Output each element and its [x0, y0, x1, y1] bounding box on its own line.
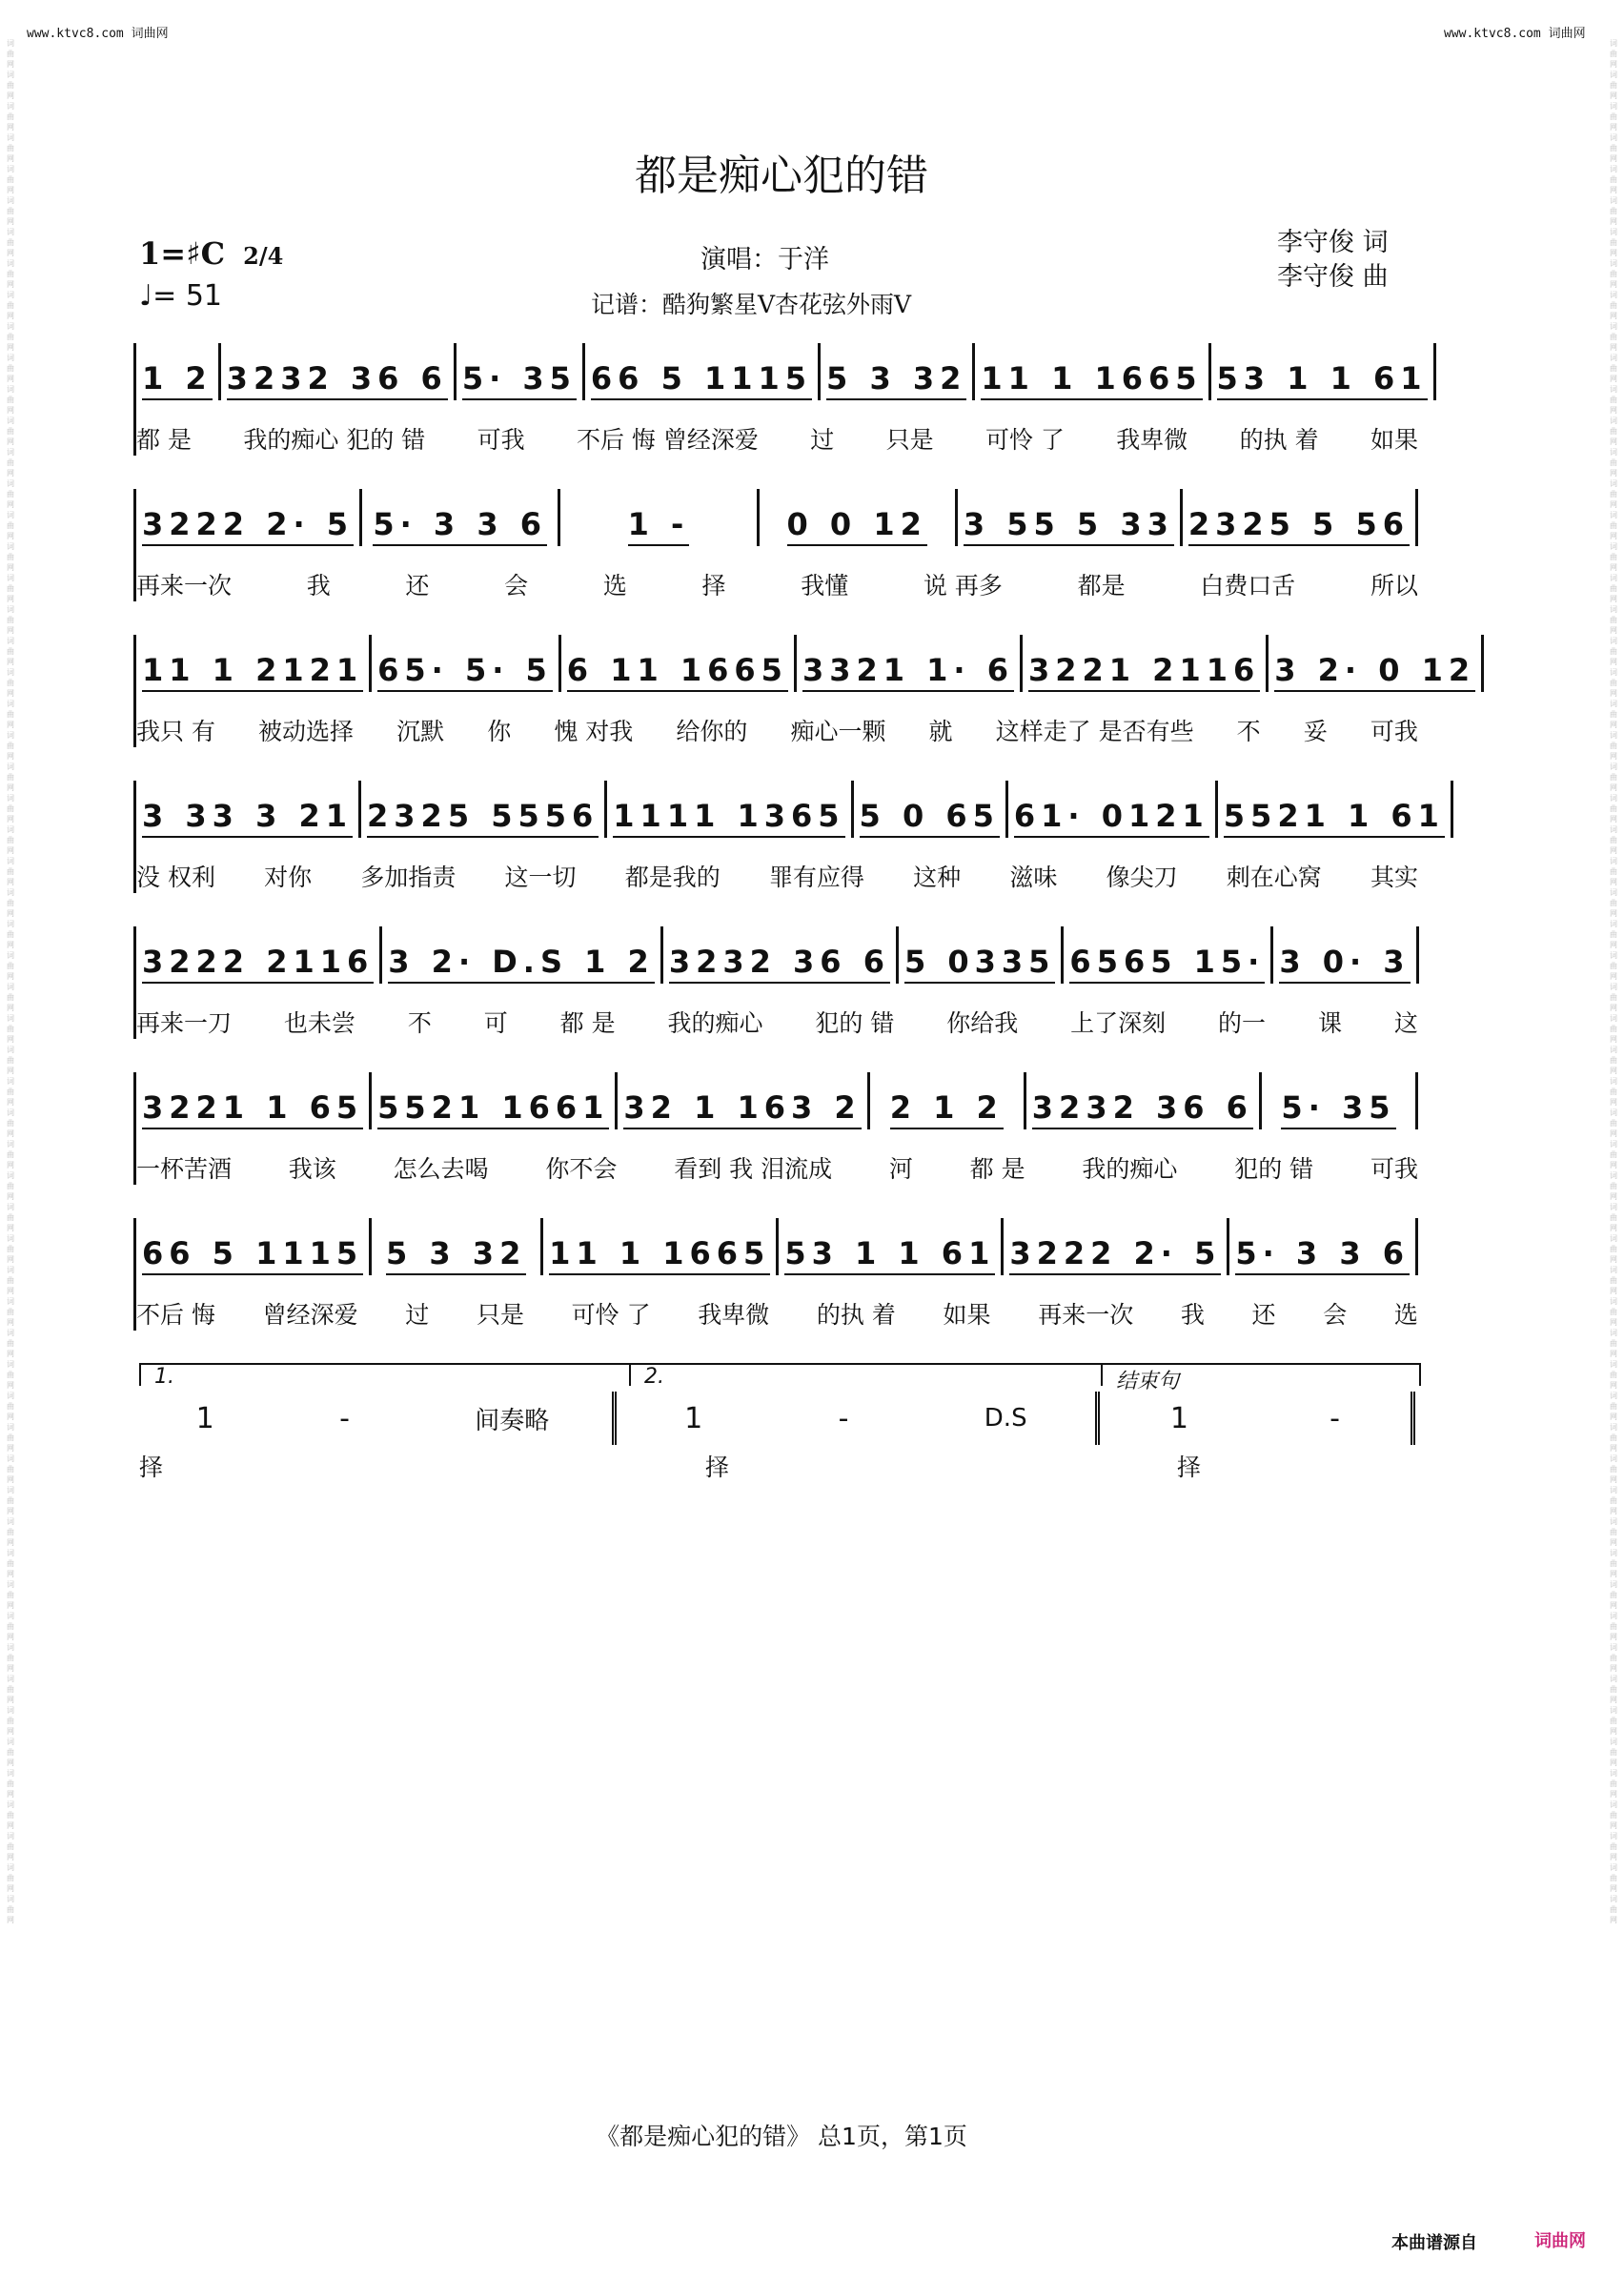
score-row — [133, 1072, 1418, 1185]
measure — [958, 489, 1183, 546]
note-group: 1 2 — [142, 360, 213, 400]
note-group: 65· 5· 5 — [377, 652, 553, 692]
note-group: 32 1 163 2 — [623, 1089, 861, 1129]
note-group: 5· 35 — [462, 360, 577, 400]
volta-second: 2. — [629, 1363, 1106, 1386]
note-group: 3 0· 3 — [1279, 944, 1410, 984]
lyric-fragment: 都 是 — [136, 426, 192, 454]
lyric-fragment: 一杯苦酒 — [136, 1155, 233, 1183]
lyric-fragment: 我的痴心 — [1082, 1155, 1178, 1183]
notes-line — [136, 343, 1428, 400]
lyric-fragment: 可 — [483, 1009, 508, 1037]
lyric-fragment: 不 — [407, 1009, 432, 1037]
singer-credit: 演唱：于洋 — [700, 245, 829, 274]
site-url-right: www.ktvc8.com 词曲网 — [1444, 27, 1586, 41]
lyric-fragment: 可我 — [477, 426, 525, 454]
lyric-fragment: 过 — [810, 426, 835, 454]
lyric-fragment: 我懂 — [801, 572, 849, 600]
notes-line — [136, 1218, 1418, 1275]
note-group: 3222 2· 5 — [1009, 1235, 1221, 1275]
lyric-fragment: 选 — [1393, 1301, 1418, 1329]
measure — [1262, 1072, 1418, 1129]
ending-dash: - — [838, 1401, 849, 1435]
lyric-fragment: 我的痴心 犯的 错 — [243, 426, 426, 454]
key-signature — [139, 235, 283, 272]
lyrics-line — [136, 859, 1418, 893]
measure — [854, 781, 1008, 838]
lyric-fragment: 我的痴心 — [667, 1009, 763, 1037]
lyric-fragment: 会 — [504, 572, 529, 600]
lyric-fragment: 对你 — [264, 864, 313, 891]
lyric-fragment: 所以 — [1370, 572, 1418, 600]
measure — [607, 781, 853, 838]
lyric-fragment: 没 权利 — [136, 864, 215, 891]
lyric-fragment: 会 — [1323, 1301, 1348, 1329]
tempo-mark: ♩= 51 — [139, 279, 222, 313]
lyric-fragment: 不 — [1236, 718, 1261, 745]
lyric-fragment: 河 — [888, 1155, 913, 1183]
lyric-fragment: 痴心一颗 — [790, 718, 886, 745]
transcriber-credit: 记谱：酷狗繁星V杏花弦外雨V — [591, 291, 912, 318]
lyric-fragment: 我卑微 — [1116, 426, 1188, 454]
measure — [975, 343, 1210, 400]
interlude-note: 间奏略 — [475, 1406, 550, 1435]
lyric-fragment: 的执 着 — [1239, 426, 1319, 454]
note-group: 5· 35 — [1281, 1089, 1395, 1129]
lyrics-line — [136, 713, 1418, 747]
notes-line — [136, 926, 1418, 984]
lyric-fragment: 再来一次 — [1038, 1301, 1134, 1329]
note-group: 3321 1· 6 — [802, 652, 1014, 692]
lyric-fragment: 只是 — [476, 1301, 524, 1329]
measure — [585, 343, 821, 400]
measure — [136, 343, 221, 400]
measure — [1229, 1218, 1418, 1275]
song-title: 都是痴心犯的错 — [635, 152, 928, 200]
lyric-fragment: 你给我 — [946, 1009, 1019, 1037]
lyric-fragment: 沉默 — [396, 718, 445, 745]
lyric-fragment: 这 — [1393, 1009, 1418, 1037]
lyric-fragment: 给你的 — [676, 718, 748, 745]
note-group: 11 1 2121 — [142, 652, 363, 692]
measure — [560, 489, 759, 546]
measure — [543, 1218, 779, 1275]
lyric-fragment: 的一 — [1218, 1009, 1267, 1037]
lyric-fragment: 滋味 — [1009, 864, 1058, 891]
lyric-fragment: 如果 — [943, 1301, 991, 1329]
lyrics-line — [136, 1150, 1418, 1185]
lyric-fragment: 你不会 — [545, 1155, 618, 1183]
lyric-fragment: 可怜 了 — [571, 1301, 651, 1329]
ending-lyric-1: 择 — [139, 1454, 164, 1481]
ending-measure-3 — [1100, 1392, 1415, 1445]
ending-note: 1 — [684, 1401, 703, 1435]
note-group: 2325 5 56 — [1188, 506, 1410, 546]
measure — [1218, 781, 1453, 838]
lyric-fragment: 怎么去喝 — [393, 1155, 489, 1183]
measure — [362, 489, 560, 546]
ending-lyric-3: 择 — [1177, 1454, 1202, 1481]
lyric-fragment: 还 — [1251, 1301, 1276, 1329]
lyric-fragment: 多加指责 — [360, 864, 457, 891]
notes-line — [136, 781, 1445, 838]
ending-note: 1 — [195, 1401, 214, 1435]
measure — [797, 635, 1023, 692]
notes-line — [136, 635, 1476, 692]
lyric-fragment: 选 — [602, 572, 627, 600]
lyricist-credit: 李守俊 词 — [1277, 228, 1389, 257]
note-group: 3232 36 6 — [1032, 1089, 1253, 1129]
lyric-fragment: 再来一刀 — [136, 1009, 233, 1037]
lyric-fragment: 再来一次 — [136, 572, 233, 600]
note-group: 5 3 32 — [826, 360, 966, 400]
lyric-fragment: 择 — [701, 572, 726, 600]
measure — [361, 781, 607, 838]
lyric-fragment: 过 — [405, 1301, 430, 1329]
ending-row — [133, 1392, 1415, 1445]
note-group: 5 0 65 — [860, 798, 1000, 838]
lyric-fragment: 我卑微 — [698, 1301, 770, 1329]
measure — [663, 926, 899, 984]
measure — [457, 343, 585, 400]
lyric-fragment: 上了深刻 — [1070, 1009, 1167, 1037]
note-group: 1111 1365 — [613, 798, 844, 838]
side-watermark-right: 词曲网词曲网词曲网词曲网词曲网词曲网词曲网词曲网词曲网词曲网词曲网词曲网词曲网词曲网词曲网词曲网词曲网词曲网词曲网词曲网词曲网词曲网词曲网词曲网词曲网词曲网词曲网词曲网词曲网词曲网词曲网词曲网词曲网词曲网词曲网词曲网词曲网词曲网词曲网词曲网词曲网词曲网词曲网词曲网词曲网词曲网词曲网词曲网词曲网词曲网词曲网词曲网词曲网词曲网词曲网词曲网词曲网词曲网词曲网词曲网 — [1610, 39, 1617, 1924]
note-group: 3 2· 0 12 — [1274, 652, 1475, 692]
lyrics-line — [136, 421, 1418, 456]
measure — [136, 1072, 372, 1129]
lyric-fragment: 都 是 — [969, 1155, 1025, 1183]
source-label: 本曲谱源自 — [1391, 2233, 1477, 2253]
notes-line — [136, 1072, 1418, 1129]
measure — [136, 1218, 372, 1275]
measure — [1269, 635, 1484, 692]
measure — [1064, 926, 1273, 984]
ending-dash: - — [1330, 1401, 1340, 1435]
key-label: 1=♯C — [139, 235, 226, 272]
note-group: 2325 5556 — [367, 798, 599, 838]
note-group: 5· 3 3 6 — [373, 506, 547, 546]
note-group: 53 1 1 61 — [784, 1235, 995, 1275]
note-group: 66 5 1115 — [142, 1235, 363, 1275]
measure — [870, 1072, 1026, 1129]
site-url-left: www.ktvc8.com 词曲网 — [27, 27, 169, 41]
measure — [136, 635, 372, 692]
lyric-fragment: 如果 — [1370, 426, 1418, 454]
measure — [221, 343, 457, 400]
lyric-fragment: 像尖刀 — [1106, 864, 1178, 891]
measure — [382, 926, 663, 984]
note-group: 11 1 1665 — [981, 360, 1202, 400]
lyrics-line — [136, 567, 1418, 601]
lyrics-line — [136, 1005, 1418, 1039]
measure — [1273, 926, 1418, 984]
note-group: 3222 2116 — [142, 944, 374, 984]
note-group: 0 0 12 — [787, 506, 927, 546]
note-group: 3 2· D.S 1 2 — [388, 944, 655, 984]
measure — [760, 489, 958, 546]
score-row — [133, 781, 1445, 893]
ending-lyric-2: 择 — [705, 1454, 730, 1481]
score-row — [133, 343, 1428, 456]
ending-measure-1 — [133, 1392, 617, 1445]
lyric-fragment: 愧 对我 — [554, 718, 634, 745]
measure — [372, 635, 561, 692]
measure — [136, 781, 361, 838]
time-signature: 2/4 — [243, 242, 284, 270]
score-row — [133, 926, 1418, 1039]
score-row — [133, 635, 1476, 747]
lyric-fragment: 妥 — [1303, 718, 1328, 745]
lyric-fragment: 不后 悔 曾经深爱 — [576, 426, 759, 454]
lyric-fragment: 我该 — [288, 1155, 336, 1183]
measure — [1026, 1072, 1262, 1129]
lyric-fragment: 说 再多 — [923, 572, 1003, 600]
note-group: 5 0335 — [904, 944, 1055, 984]
note-group: 66 5 1115 — [591, 360, 812, 400]
note-group: 3222 2· 5 — [142, 506, 354, 546]
note-group: 5 3 32 — [386, 1235, 526, 1275]
measure — [561, 635, 797, 692]
ending-dash: - — [339, 1401, 350, 1435]
lyric-fragment: 我 — [1180, 1301, 1205, 1329]
measure — [1023, 635, 1269, 692]
measure — [1004, 1218, 1229, 1275]
note-group: 3232 36 6 — [227, 360, 448, 400]
lyric-fragment: 还 — [405, 572, 430, 600]
lyric-fragment: 不后 悔 — [136, 1301, 215, 1329]
note-group: 5521 1661 — [377, 1089, 609, 1129]
measure — [1211, 343, 1436, 400]
note-group: 3232 36 6 — [669, 944, 890, 984]
note-group: 3 55 5 33 — [964, 506, 1174, 546]
measure — [136, 926, 382, 984]
lyric-fragment: 课 — [1317, 1009, 1342, 1037]
measure — [1183, 489, 1418, 546]
lyric-fragment: 犯的 错 — [815, 1009, 895, 1037]
note-group: 3221 1 65 — [142, 1089, 363, 1129]
lyric-fragment: 可怜 了 — [985, 426, 1065, 454]
lyric-fragment: 都是 — [1077, 572, 1126, 600]
measure — [779, 1218, 1004, 1275]
volta-first: 1. — [139, 1363, 636, 1386]
side-watermark-left: 词曲网词曲网词曲网词曲网词曲网词曲网词曲网词曲网词曲网词曲网词曲网词曲网词曲网词曲网词曲网词曲网词曲网词曲网词曲网词曲网词曲网词曲网词曲网词曲网词曲网词曲网词曲网词曲网词曲网词曲网词曲网词曲网词曲网词曲网词曲网词曲网词曲网词曲网词曲网词曲网词曲网词曲网词曲网词曲网词曲网词曲网词曲网词曲网词曲网词曲网词曲网词曲网词曲网词曲网词曲网词曲网词曲网词曲网词曲网词曲网 — [7, 39, 14, 1924]
measure — [618, 1072, 869, 1129]
measure — [1008, 781, 1218, 838]
note-group: 3 33 3 21 — [142, 798, 353, 838]
measure — [136, 489, 362, 546]
lyric-fragment: 白费口舌 — [1200, 572, 1296, 600]
note-group: 3221 2116 — [1028, 652, 1260, 692]
note-group: 5· 3 3 6 — [1235, 1235, 1410, 1275]
page-footer: 《都是痴心犯的错》 总1页，第1页 — [596, 2123, 967, 2150]
lyric-fragment: 也未尝 — [283, 1009, 355, 1037]
note-group: 11 1 1665 — [549, 1235, 770, 1275]
lyrics-line — [136, 1296, 1418, 1331]
lyric-fragment: 都 是 — [559, 1009, 616, 1037]
ending-measure-2 — [617, 1392, 1100, 1445]
lyric-fragment: 看到 我 泪流成 — [674, 1155, 833, 1183]
lyric-fragment: 我只 有 — [136, 718, 215, 745]
note-group: 61· 0121 — [1014, 798, 1209, 838]
measure — [899, 926, 1064, 984]
note-group: 6565 15· — [1069, 944, 1265, 984]
lyric-fragment: 刺在心窝 — [1226, 864, 1322, 891]
lyric-fragment: 我 — [306, 572, 331, 600]
lyric-fragment: 的执 着 — [816, 1301, 896, 1329]
lyric-fragment: 你 — [487, 718, 512, 745]
ds-mark: D.S — [984, 1404, 1027, 1433]
measure — [372, 1218, 543, 1275]
composer-credit: 李守俊 曲 — [1277, 262, 1389, 292]
lyric-fragment: 只是 — [885, 426, 934, 454]
notes-line — [136, 489, 1418, 546]
lyric-fragment: 都是我的 — [624, 864, 721, 891]
lyric-fragment: 这一切 — [504, 864, 577, 891]
lyric-fragment: 就 — [928, 718, 953, 745]
lyric-fragment: 可我 — [1370, 718, 1418, 745]
volta-ending: 结束句 — [1101, 1363, 1421, 1386]
lyric-fragment: 这种 — [913, 864, 962, 891]
brand-link[interactable]: 词曲网 — [1534, 2231, 1586, 2251]
lyric-fragment: 这样走了 是否有些 — [995, 718, 1194, 745]
lyric-fragment: 其实 — [1370, 864, 1418, 891]
ending-note: 1 — [1169, 1401, 1188, 1435]
note-group: 6 11 1665 — [567, 652, 788, 692]
lyric-fragment: 犯的 错 — [1234, 1155, 1314, 1183]
lyric-fragment: 可我 — [1370, 1155, 1418, 1183]
score-row — [133, 489, 1418, 601]
note-group: 5521 1 61 — [1224, 798, 1445, 838]
note-group: 1 - — [628, 506, 690, 546]
lyric-fragment: 被动选择 — [258, 718, 355, 745]
score-row — [133, 1218, 1418, 1331]
measure — [821, 343, 975, 400]
measure — [372, 1072, 618, 1129]
note-group: 2 1 2 — [890, 1089, 1004, 1129]
lyric-fragment: 罪有应得 — [768, 864, 864, 891]
lyric-fragment: 曾经深爱 — [262, 1301, 358, 1329]
note-group: 53 1 1 61 — [1217, 360, 1428, 400]
